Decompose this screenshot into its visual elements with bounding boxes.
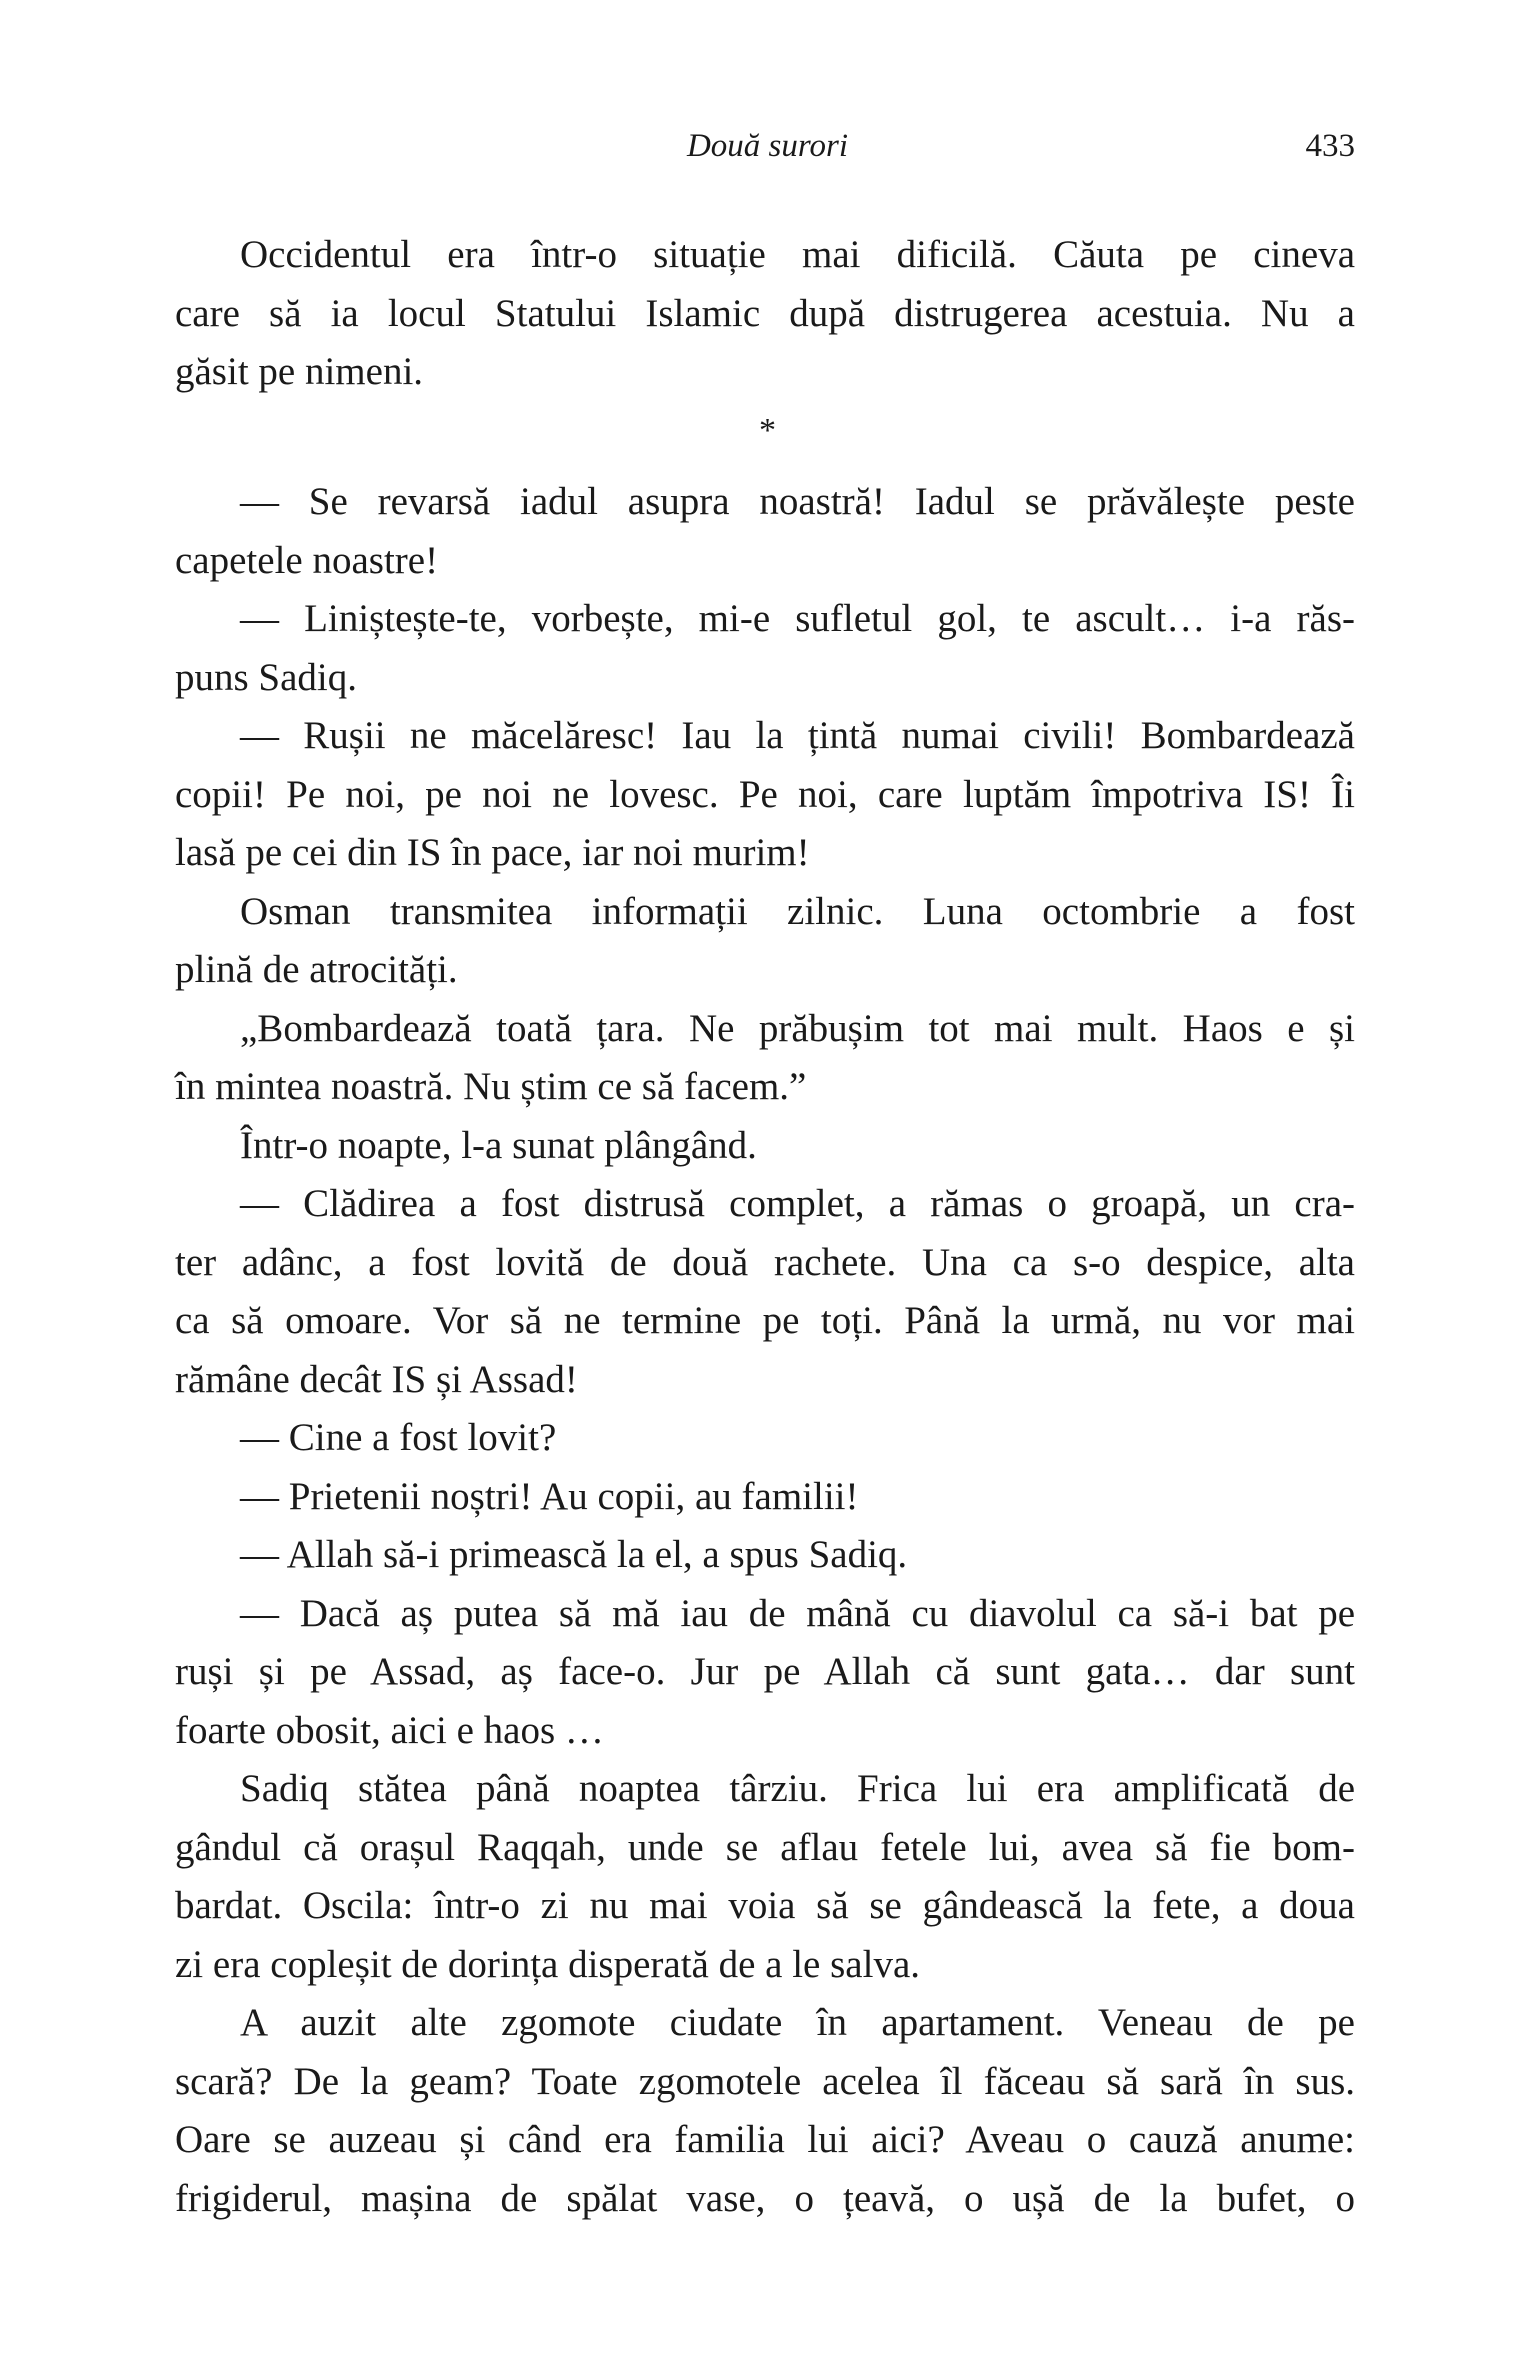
text-line: — Rușii ne măcelăresc! Iau la țintă numai civili! Bombardează	[240, 714, 1355, 757]
text-line: — Se revarsă iadul asupra noastră! Iadul se prăvălește peste	[240, 480, 1355, 523]
text-line: găsit pe nimeni.	[175, 350, 424, 393]
text-line: A auzit alte zgomote ciudate în apartament. Veneau de pe	[240, 2001, 1355, 2044]
section-2-text	[175, 473, 1355, 2228]
text-line: — Liniștește-te, vorbește, mi-e sufletul gol, te ascult… i-a răs-	[240, 597, 1355, 640]
text-line: lasă pe cei din IS în pace, iar noi murim!	[175, 831, 810, 874]
text-line: — Prietenii noștri! Au copii, au familii!	[240, 1474, 859, 1518]
text-line: care să ia locul Statului Islamic după distrugerea acestuia. Nu a	[175, 291, 1355, 335]
text-line: frigiderul, mașina de spălat vase, o țeavă, o ușă de la bufet, o	[175, 2176, 1355, 2220]
running-header-title: Două surori	[686, 128, 849, 164]
text-line: ca să omoare. Vor să ne termine pe toți. Până la urmă, nu vor mai	[175, 1299, 1355, 1342]
text-line: Occidentul era într-o situație mai dificilă. Căuta pe cineva	[240, 233, 1355, 276]
text-line: copii! Pe noi, pe noi ne lovesc. Pe noi, care luptăm împotriva IS! Îi	[175, 772, 1355, 816]
text-line: — Clădirea a fost distrusă complet, a rămas o groapă, un cra-	[240, 1182, 1355, 1225]
text-line: plină de atrocități.	[175, 948, 458, 991]
text-line: Osman transmitea informații zilnic. Luna octombrie a fost	[240, 889, 1355, 933]
text-line: zi era copleșit de dorința disperată de a le salva.	[175, 1942, 920, 1986]
section-1-text	[175, 226, 1355, 402]
text-line: „Bombardează toată țara. Ne prăbușim tot mai mult. Haos e și	[240, 1006, 1355, 1050]
page-number: 433	[1305, 128, 1355, 164]
text-line: Sadiq stătea până noaptea târziu. Frica lui era amplificată de	[240, 1767, 1355, 1810]
text-line: puns Sadiq.	[175, 655, 358, 699]
text-line: în mintea noastră. Nu știm ce să facem.”	[175, 1065, 807, 1108]
text-line: bardat. Oscila: într-o zi nu mai voia să se gândească la fete, a doua	[175, 1884, 1355, 1927]
text-line: Într-o noapte, l-a sunat plângând.	[240, 1123, 757, 1167]
text-line: gândul că orașul Raqqah, unde se aflau fetele lui, avea să fie bom-	[175, 1825, 1355, 1869]
text-line: scară? De la geam? Toate zgomotele acelea îl făceau să sară în sus.	[175, 2059, 1355, 2103]
text-line: rămâne decât IS și Assad!	[175, 1357, 578, 1401]
text-line: capetele noastre!	[175, 538, 439, 582]
text-line: — Cine a fost lovit?	[240, 1416, 557, 1459]
text-line: ruși și pe Assad, aș face-o. Jur pe Allah că sunt gata… dar sunt	[175, 1650, 1355, 1693]
text-line: — Allah să-i primească la el, a spus Sadiq.	[240, 1533, 908, 1576]
section-separator-asterisk: *	[759, 412, 776, 449]
text-line: foarte obosit, aici e haos …	[175, 1708, 604, 1752]
text-line: Oare se auzeau și când era familia lui aici? Aveau o cauză anume:	[175, 2118, 1355, 2161]
text-line: ter adânc, a fost lovită de două rachete. Una ca s-o despice, alta	[175, 1240, 1355, 1284]
text-line: — Dacă aș putea să mă iau de mână cu diavolul ca să-i bat pe	[240, 1591, 1355, 1635]
